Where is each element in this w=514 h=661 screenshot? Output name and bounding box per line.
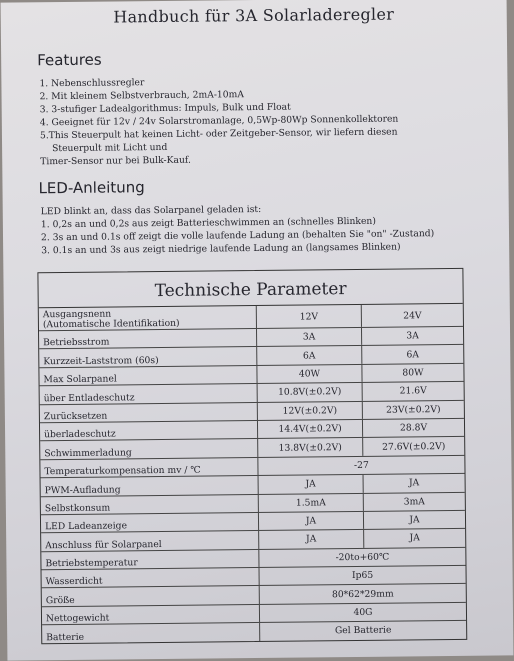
parameter-label (39, 347, 257, 367)
value-12v: 10.8V(±0.2V) (258, 383, 363, 401)
feature-item: 5.This Steuerpult hat keinen Licht- oder Zeitgeber-Sensor, wir liefern diesen (39, 126, 398, 142)
parameter-name: überladeschutz (44, 428, 116, 441)
led-item: 2. 3s an und 0.1s off zeigt die volle laufende Ladung an (behalten Sie "on" -Zustand) (40, 228, 435, 244)
parameter-name: LED Ladeanzeige (45, 520, 128, 533)
parameter-name: Wasserdicht (45, 576, 103, 588)
parameter-name: Größe (45, 594, 75, 607)
parameter-label (42, 586, 260, 606)
led-intro: LED blinkt an, dass das Solarpanel geladen ist: (40, 203, 262, 218)
led-heading: LED-Anleitung (38, 178, 145, 198)
feature-item: 4. Geeignet für 12v / 24v Solarstromanlage, 0,5Wp-80Wp Sonnenkollektoren (39, 113, 399, 129)
feature-item: Timer-Sensor nur bei Bulk-Kauf. (40, 154, 191, 168)
value-12v: 40W (257, 365, 362, 383)
value-24v: 80W (402, 367, 424, 379)
value-12v: JA (259, 530, 364, 548)
parameter-name: Nettogewicht (45, 612, 110, 625)
features-heading: Features (37, 50, 102, 70)
value-12v: 14.4V(±0.2V) (258, 420, 363, 438)
value-24v: 6A (406, 348, 420, 361)
parameter-label (40, 421, 258, 441)
parameter-label (42, 568, 260, 588)
parameter-name: Batterie (46, 631, 85, 643)
value-24v: 3A (406, 330, 419, 342)
manual-page (1, 0, 514, 661)
value-24v: 27.6V(±0.2V) (382, 440, 446, 453)
parameter-label (40, 458, 258, 478)
table-row (42, 621, 466, 643)
parameter-name: Selbstkonsum (44, 502, 111, 515)
parameter-name: Temperaturkompensation mv / ℃ (44, 464, 201, 478)
parameter-name: Schwimmerladung (44, 447, 132, 459)
value-24v: JA (409, 532, 420, 544)
value-12v: JA (259, 512, 364, 530)
parameter-label (42, 623, 260, 643)
parameter-name-note: (Automatische Identifikation) (42, 317, 180, 331)
technical-parameters-table (37, 268, 467, 644)
parameter-label (40, 439, 258, 459)
parameter-value: -27 (353, 459, 369, 471)
parameter-name: PWM-Aufladung (44, 483, 121, 496)
led-item: 3. 0.1s an und 3s aus zeigt niedrige laufende Ladung an (langsames Blinken) (41, 241, 401, 257)
value-12v: JA (259, 475, 364, 493)
parameter-name: über Entladeschutz (43, 391, 135, 404)
value-24v: 24V (403, 309, 422, 321)
parameter-label (41, 495, 259, 515)
parameter-value: -20to+60℃ (335, 551, 390, 564)
parameter-value: Ip65 (351, 570, 374, 582)
value-24v: 28.8V (399, 422, 428, 434)
table-title: Technische Parameter (38, 269, 462, 308)
parameter-value: 40G (353, 606, 373, 619)
parameter-value: 80*62*29mm (331, 588, 394, 600)
parameter-name: Zurücksetzen (43, 410, 108, 423)
value-24v: JA (408, 477, 420, 489)
parameter-label (39, 306, 257, 330)
value-24v: 3mA (403, 495, 425, 508)
value-12v: 6A (257, 346, 362, 364)
feature-item: 1. Nebenschlussregler (39, 77, 145, 90)
parameter-name: Betriebstemperatur (45, 557, 138, 570)
parameter-name: Max Solarpanel (43, 373, 117, 386)
parameter-label (42, 605, 260, 625)
led-item: 1. 0,2s an und 0,2s aus zeigt Batterieschwimmen an (schnelles Blinken) (40, 215, 376, 231)
value-12v: 3A (257, 328, 362, 346)
value-24v: JA (409, 514, 420, 526)
feature-item: Steuerpult mit Licht und (52, 141, 168, 155)
value-12v: 12V (257, 305, 362, 328)
parameter-label (39, 366, 257, 386)
parameter-label (40, 384, 258, 404)
value-12v: 1.5mA (259, 493, 364, 511)
parameter-label (41, 531, 259, 551)
value-24v: 23V(±0.2V) (386, 403, 441, 416)
parameter-label (41, 550, 259, 570)
parameter-value: Gel Batterie (334, 625, 392, 637)
value-12v: 13.8V(±0.2V) (258, 438, 363, 456)
value-12v: 12V(±0.2V) (258, 401, 363, 419)
value-24v: 21.6V (399, 385, 427, 397)
parameter-label (41, 476, 259, 496)
table-body (39, 304, 466, 643)
feature-item: 3. 3-stufiger Ladealgorithmus: Impuls, Bulk und Float (39, 101, 291, 116)
parameter-label (41, 513, 259, 533)
parameter-name: Betriebsstrom (43, 336, 110, 349)
parameter-label (39, 329, 257, 349)
parameter-name: Anschluss für Solarpanel (45, 538, 162, 551)
parameter-name: Kurzzeit-Laststrom (60s) (43, 354, 159, 368)
manual-title: Handbuch für 3A Solarladeregler (113, 4, 395, 27)
feature-item: 2. Mit kleinem Selbstverbrauch, 2mA-10mA (39, 89, 245, 103)
parameter-name: Ausgangsnenn (42, 308, 112, 321)
parameter-label (40, 403, 258, 423)
